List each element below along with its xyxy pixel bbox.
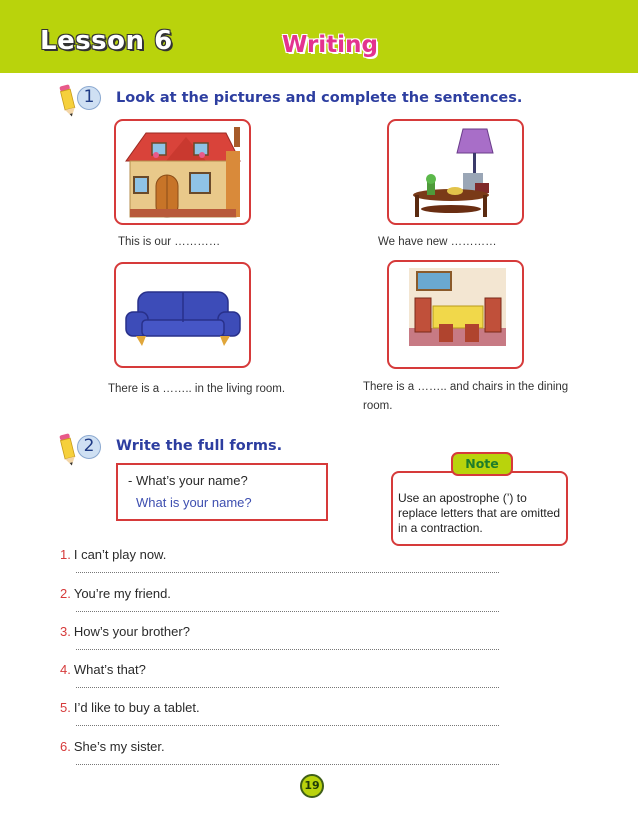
question-row xyxy=(60,585,500,603)
page-number: 19 xyxy=(300,774,324,798)
question-text: I’d like to buy a tablet. xyxy=(73,700,200,715)
question-row xyxy=(60,661,500,679)
question-row xyxy=(60,699,500,717)
exercise-number-1: 1 xyxy=(77,86,101,110)
answer-line[interactable] xyxy=(76,725,499,726)
sofa-icon xyxy=(116,264,249,366)
caption-dining-room: There is a …….. and chairs in the dining room. xyxy=(363,381,569,412)
exercise-number-2: 2 xyxy=(77,435,101,459)
pencil-icon xyxy=(57,432,79,468)
answer-line[interactable] xyxy=(76,687,499,688)
example-box xyxy=(116,463,328,521)
picture-lamp-table xyxy=(387,119,524,225)
answer-line[interactable] xyxy=(76,764,499,765)
example-question: - What’s your name? xyxy=(128,473,248,488)
question-number: 6. xyxy=(60,739,71,754)
note-label: Note xyxy=(451,452,513,476)
picture-dining-room xyxy=(387,260,524,369)
question-text: She’s my sister. xyxy=(73,739,165,754)
question-number: 1. xyxy=(60,547,71,562)
lesson-title: Lesson 6 xyxy=(40,26,173,56)
question-number: 2. xyxy=(60,586,71,601)
picture-house xyxy=(114,119,251,225)
caption-sofa: There is a …….. in the living room. xyxy=(108,383,286,395)
example-answer: What is your name? xyxy=(136,495,252,510)
section-title: Writing xyxy=(282,32,378,58)
pencil-icon xyxy=(57,83,79,119)
question-row xyxy=(60,738,500,756)
answer-line[interactable] xyxy=(76,572,499,573)
note-text: Use an apostrophe (’) to replace letters that are omitted in a contraction. xyxy=(398,491,561,535)
caption-house: This is our ………… xyxy=(118,236,221,248)
question-text: How’s your brother? xyxy=(73,624,190,639)
exercise1-instruction: Look at the pictures and complete the sentences. xyxy=(116,90,523,106)
question-row xyxy=(60,546,500,564)
question-number: 3. xyxy=(60,624,71,639)
question-text: You’re my friend. xyxy=(73,586,171,601)
lamp-table-icon xyxy=(389,121,522,223)
question-text: I can’t play now. xyxy=(73,547,167,562)
picture-sofa xyxy=(114,262,251,368)
dining-room-icon xyxy=(389,262,522,367)
answer-line[interactable] xyxy=(76,649,499,650)
question-number: 4. xyxy=(60,662,71,677)
answer-line[interactable] xyxy=(76,611,499,612)
question-number: 5. xyxy=(60,700,71,715)
exercise2-instruction: Write the full forms. xyxy=(116,438,283,454)
question-row xyxy=(60,623,500,641)
question-text: What’s that? xyxy=(73,662,146,677)
caption-lamp-table: We have new ………… xyxy=(378,236,497,248)
house-icon xyxy=(116,121,249,223)
